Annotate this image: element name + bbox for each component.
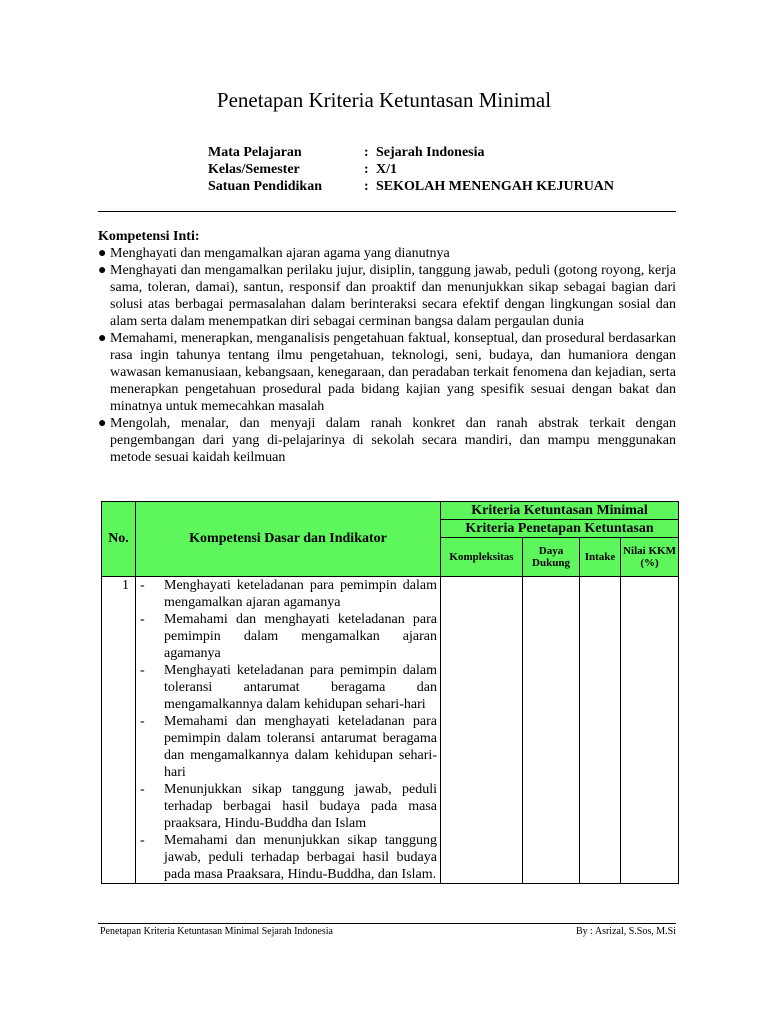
indicator-item [140, 713, 437, 781]
kompleksitas-cell [441, 577, 523, 884]
bullet-icon: ● [98, 263, 107, 278]
intake-cell [580, 577, 621, 884]
bullet-icon: ● [98, 246, 107, 261]
kompetensi-inti-text: Mengolah, menalar, dan menyaji dalam ranah konkret dan ranah abstrak terkait dengan pengembangan dari yang di-pelajarinya di sekolah secara mandiri, dan mampu menggunakan metode sesuai kaidah keilmuan [110, 416, 676, 465]
subject-info [208, 144, 614, 195]
row-number: 1 [102, 577, 136, 884]
info-colon: : [364, 145, 369, 160]
kompetensi-dasar-cell [136, 577, 441, 884]
header-kompleksitas: Kompleksitas [441, 538, 523, 577]
dash-marker: - [140, 612, 145, 627]
dash-marker: - [140, 782, 145, 797]
header-kriteria-penetapan: Kriteria Penetapan Ketuntasan [441, 520, 679, 538]
indicator-item [140, 611, 437, 662]
bullet-icon: ● [98, 416, 107, 431]
kompetensi-inti-item [98, 262, 676, 330]
info-value: Sejarah Indonesia [376, 145, 485, 160]
header-nilai-kkm: Nilai KKM (%) [621, 538, 679, 577]
indicator-text: Memahami dan menghayati keteladanan para pemimpin dalam mengamalkan ajaran agamanya [164, 612, 437, 661]
indicator-text: Menghayati keteladanan para pemimpin dalam toleransi antarumat beragama dan mengamalkannya dalam kehidupan sehari-hari [164, 663, 437, 712]
dash-marker: - [140, 663, 145, 678]
indicator-item [140, 662, 437, 713]
info-row-subject [208, 144, 614, 161]
document-title: Penetapan Kriteria Ketuntasan Minimal [216, 88, 552, 112]
footer-author: By : Asrizal, S.Sos, M.Si [575, 926, 676, 937]
kompetensi-inti-item [98, 415, 676, 466]
info-label: Mata Pelajaran [208, 145, 302, 160]
info-row-school [208, 178, 614, 195]
table-row [102, 577, 679, 884]
header-intake: Intake [580, 538, 621, 577]
indicator-text: Menghayati keteladanan para pemimpin dalam mengamalkan ajaran agamanya [164, 578, 437, 610]
indicator-text: Memahami dan menghayati keteladanan para pemimpin dalam toleransi antarumat beragama dan mengamalkannya dalam kehidupan sehari-hari [164, 714, 437, 780]
info-row-class [208, 161, 614, 178]
kkm-table [101, 501, 679, 884]
header-no: No. [102, 502, 136, 577]
kompetensi-inti-text: Memahami, menerapkan, menganalisis pengetahuan faktual, konseptual, dan prosedural berdasarkan rasa ingin tahunya tentang ilmu pengetahuan, teknologi, seni, budaya, dan humaniora dengan wawasan kemanusiaan, kebangsaan, kenegaraan, dan peradaban terkait fenomena dan kejadian, serta menerapkan pengetahuan prosedural pada bidang kajian yang spesifik sesuai dengan bakat dan minatnya untuk memecahkan masalah [110, 331, 676, 414]
header-daya-dukung: Daya Dukung [523, 538, 580, 577]
header-kkm: Kriteria Ketuntasan Minimal [441, 502, 679, 520]
kompetensi-inti-text: Menghayati dan mengamalkan ajaran agama yang dianutnya [110, 246, 450, 261]
dash-marker: - [140, 578, 145, 593]
daya-dukung-cell [523, 577, 580, 884]
kompetensi-inti-section [98, 228, 676, 466]
divider-line [98, 211, 676, 212]
indicator-list [140, 577, 437, 883]
info-colon: : [364, 179, 369, 194]
dash-marker: - [140, 833, 145, 848]
indicator-text: Memahami dan menunjukkan sikap tanggung jawab, peduli terhadap berbagai hasil budaya pada masa Praaksara, Hindu-Buddha, dan Islam. [164, 833, 437, 882]
kompetensi-inti-heading: Kompetensi Inti: [98, 229, 200, 244]
indicator-item [140, 832, 437, 883]
dash-marker: - [140, 714, 145, 729]
info-label: Kelas/Semester [208, 162, 300, 177]
indicator-item [140, 577, 437, 611]
indicator-text: Menunjukkan sikap tanggung jawab, peduli terhadap berbagai hasil budaya pada masa praaksara, Hindu-Buddha dan Islam [164, 782, 437, 831]
footer-title: Penetapan Kriteria Ketuntasan Minimal Sejarah Indonesia [100, 926, 333, 937]
kompetensi-inti-list [98, 245, 676, 466]
nilai-kkm-cell [621, 577, 679, 884]
header-kompetensi-dasar: Kompetensi Dasar dan Indikator [136, 502, 441, 577]
footer-divider [98, 923, 676, 924]
info-colon: : [364, 162, 369, 177]
info-label: Satuan Pendidikan [208, 179, 322, 194]
bullet-icon: ● [98, 331, 107, 346]
kompetensi-inti-item [98, 245, 676, 262]
info-value: X/1 [376, 162, 397, 177]
kompetensi-inti-text: Menghayati dan mengamalkan perilaku jujur, disiplin, tanggung jawab, peduli (gotong royong, kerja sama, toleran, damai), santun, responsif dan proaktif dan menunjukkan sikap sebagai bagian dari solusi atas berbagai permasalahan dalam berinteraksi secara efektif dengan lingkungan sosial dan alam serta dalam menempatkan diri sebagai cerminan bangsa dalam pergaulan dunia [110, 263, 676, 329]
indicator-item [140, 781, 437, 832]
info-value: SEKOLAH MENENGAH KEJURUAN [376, 179, 615, 194]
kompetensi-inti-item [98, 330, 676, 415]
